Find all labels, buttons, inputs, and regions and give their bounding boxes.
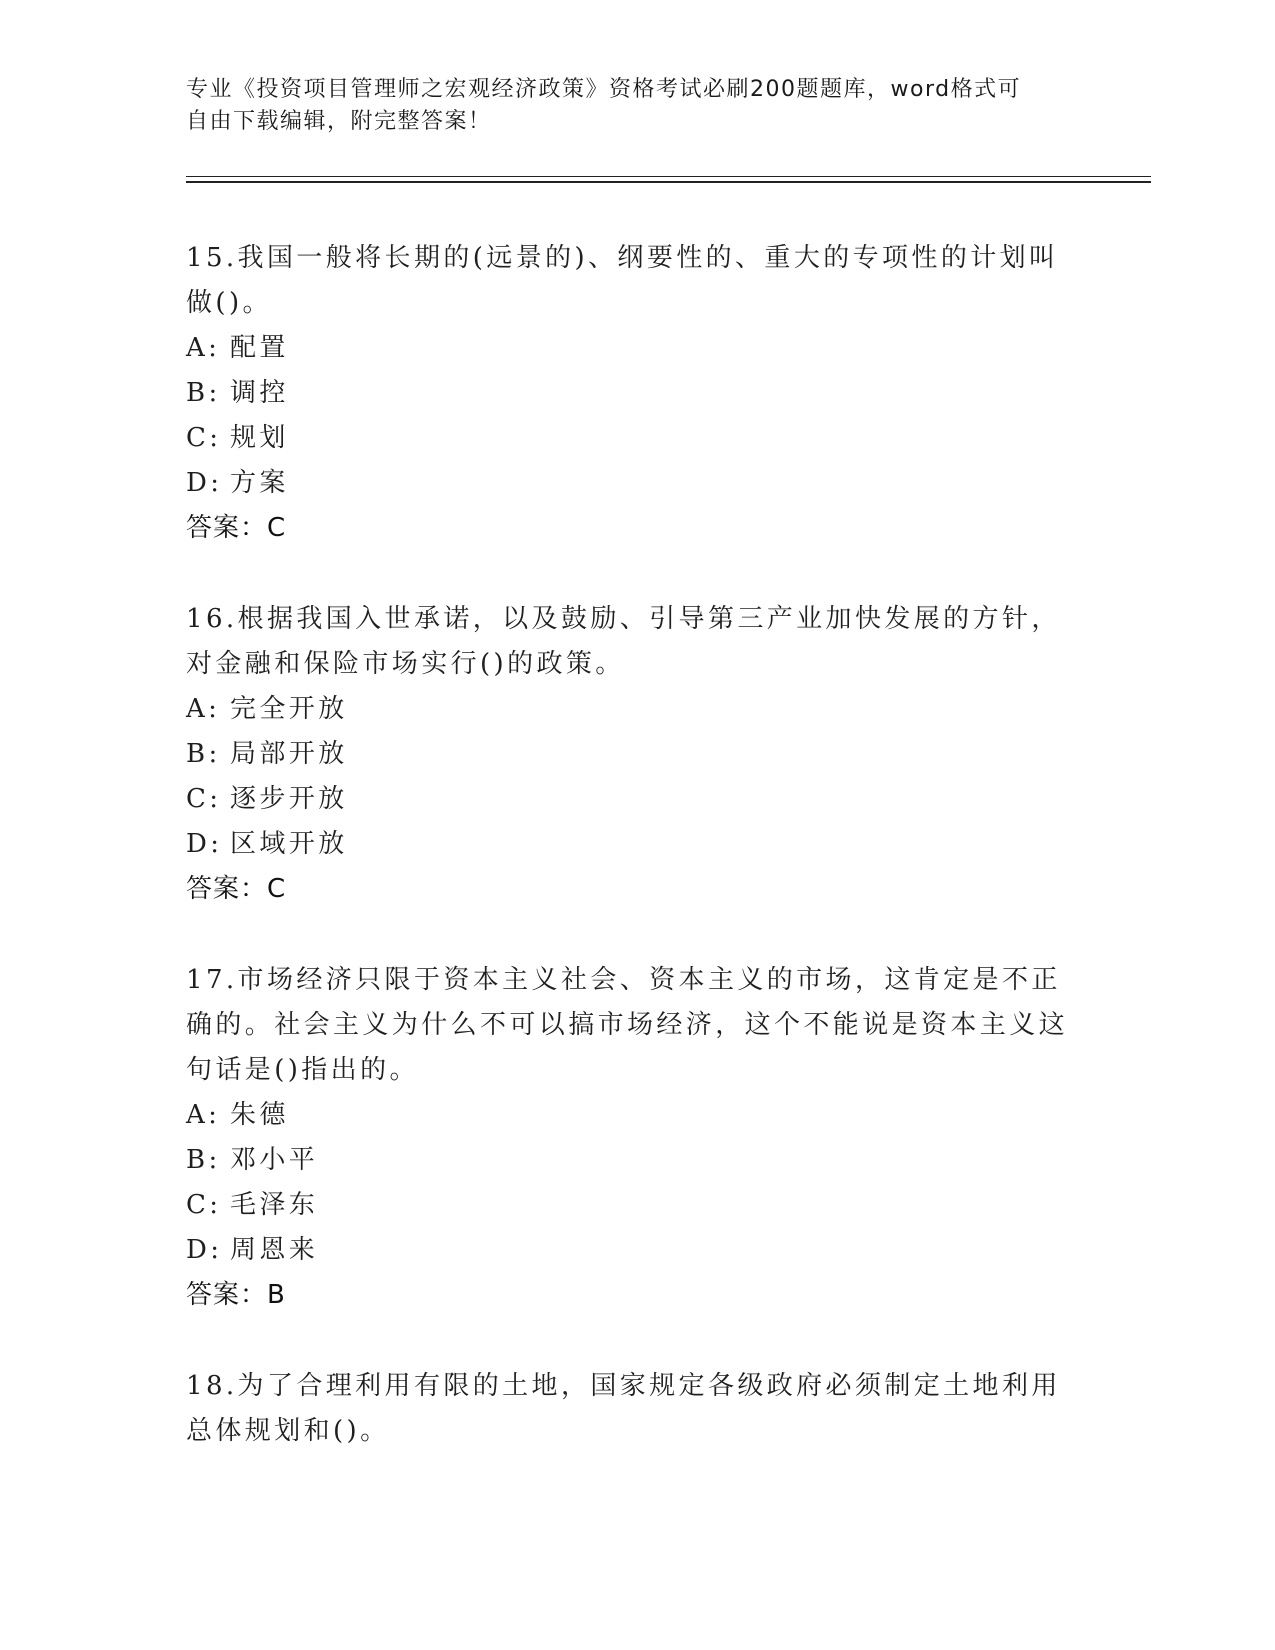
option-c (186, 777, 1086, 822)
option-letter: C: (186, 784, 222, 814)
question-item (186, 958, 1086, 1318)
question-list (186, 236, 1086, 1500)
option-c (186, 1183, 1086, 1228)
option-letter: A: (186, 1100, 221, 1130)
answer-line: 答案：B (186, 1280, 286, 1310)
option-text: 完全开放 (230, 694, 348, 724)
option-text: 配置 (230, 333, 289, 363)
question-text: 18.为了合理利用有限的土地，国家规定各级政府必须制定土地利用总体规划和()。 (186, 1371, 1061, 1446)
option-d (186, 822, 1086, 867)
question-item (186, 597, 1086, 912)
option-letter: B: (186, 378, 221, 408)
answer-line: 答案：C (186, 874, 287, 904)
option-text: 方案 (230, 468, 289, 498)
option-text: 周恩来 (230, 1235, 319, 1265)
header-line-2: 自由下载编辑，附完整答案！ (186, 109, 492, 134)
option-letter: D: (186, 829, 223, 859)
option-c (186, 416, 1086, 461)
header-divider-thin (186, 176, 1151, 177)
question-text: 16.根据我国入世承诺，以及鼓励、引导第三产业加快发展的方针，对金融和保险市场实行()的政策。 (186, 604, 1061, 679)
option-b (186, 1138, 1086, 1183)
option-letter: D: (186, 1235, 223, 1265)
question-text: 17.市场经济只限于资本主义社会、资本主义的市场，这肯定是不正确的。社会主义为什么不可以搞市场经济，这个不能说是资本主义这句话是()指出的。 (186, 965, 1069, 1085)
option-text: 调控 (230, 378, 289, 408)
option-text: 毛泽东 (230, 1190, 319, 1220)
answer-line: 答案：C (186, 513, 287, 543)
option-letter: C: (186, 1190, 222, 1220)
option-text: 区域开放 (230, 829, 348, 859)
option-a (186, 687, 1086, 732)
header-line-1: 专业《投资项目管理师之宏观经济政策》资格考试必刷200题题库，word格式可 (186, 77, 1022, 102)
option-letter: A: (186, 333, 221, 363)
option-a (186, 326, 1086, 371)
option-d (186, 1228, 1086, 1273)
header-divider-thick (186, 181, 1151, 183)
option-a (186, 1093, 1086, 1138)
question-item (186, 236, 1086, 551)
option-b (186, 732, 1086, 777)
option-letter: A: (186, 694, 221, 724)
document-header (186, 74, 1066, 138)
option-text: 规划 (230, 423, 289, 453)
question-text: 15.我国一般将长期的(远景的)、纲要性的、重大的专项性的计划叫做()。 (186, 243, 1059, 318)
option-text: 局部开放 (230, 739, 348, 769)
option-text: 朱德 (230, 1100, 289, 1130)
option-text: 逐步开放 (230, 784, 348, 814)
option-letter: B: (186, 1145, 221, 1175)
option-d (186, 461, 1086, 506)
option-text: 邓小平 (230, 1145, 319, 1175)
option-letter: D: (186, 468, 223, 498)
option-b (186, 371, 1086, 416)
question-item (186, 1364, 1086, 1454)
option-letter: C: (186, 423, 222, 453)
option-letter: B: (186, 739, 221, 769)
